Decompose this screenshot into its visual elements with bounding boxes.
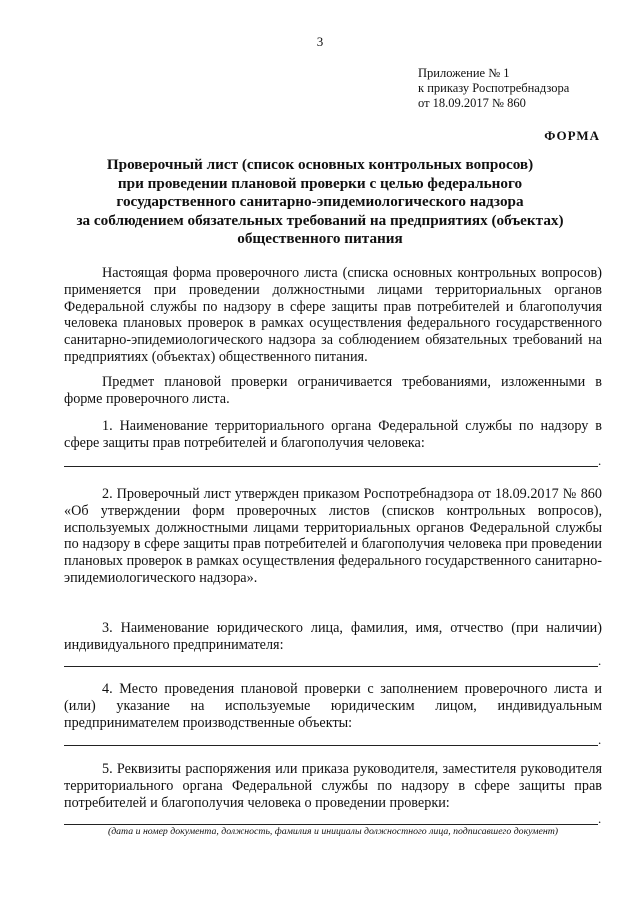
item-5 bbox=[64, 761, 602, 811]
annex-line-1: Приложение № 1 bbox=[418, 66, 510, 80]
item-1-line-end: . bbox=[598, 453, 602, 468]
item-4-text: 4. Место проведения плановой проверки с заполнением проверочного листа и (или) указание на используемые юридическим лицом, индивидуальным предпринимателем производственные объекты: bbox=[64, 681, 602, 731]
item-3-text: 3. Наименование юридического лица, фамилия, имя, отчество (при наличии) индивидуального предпринимателя: bbox=[64, 620, 602, 653]
item-2-text: 2. Проверочный лист утвержден приказом Роспотребнадзора от 18.09.2017 № 860 «Об утверждении форм проверочных листов (списков контрольных вопросов), используемых должностными лицами территориальных органов Федеральной службы по надзору в сфере защиты прав потребителей и благополучия человека при проведении плановых проверок в рамках осуществления федерального государственного санитарно-эпидемиологического надзора». bbox=[64, 486, 602, 586]
annex-line-3: от 18.09.2017 № 860 bbox=[418, 96, 526, 110]
page-number: 3 bbox=[316, 34, 324, 49]
item-4-fill-line[interactable] bbox=[64, 745, 598, 746]
item-3-fill-line[interactable] bbox=[64, 666, 598, 667]
subject-paragraph bbox=[64, 374, 602, 408]
title-line-4: за соблюдением обязательных требований на предприятиях (объектах) bbox=[76, 211, 564, 229]
item-3 bbox=[64, 620, 602, 654]
item-4-line-end: . bbox=[598, 732, 602, 747]
title-line-2: при проведении плановой проверки с целью федерального bbox=[117, 174, 523, 192]
title-line-1: Проверочный лист (список основных контрольных вопросов) bbox=[106, 156, 534, 173]
form-label: ФОРМА bbox=[544, 128, 600, 143]
item-2 bbox=[64, 486, 602, 587]
item-1-fill-line[interactable] bbox=[64, 466, 598, 467]
subject-text: Предмет плановой проверки ограничивается требованиями, изложенными в форме проверочного листа. bbox=[64, 374, 602, 407]
item-1 bbox=[64, 418, 602, 452]
item-3-line-end: . bbox=[598, 653, 602, 668]
item-5-fill-line[interactable] bbox=[64, 824, 598, 825]
annex-line-2: к приказу Роспотребнадзора bbox=[418, 81, 570, 95]
item-5-text: 5. Реквизиты распоряжения или приказа руководителя, заместителя руководителя территориального органа Федеральной службы по надзору в сфере защиты прав потребителей и благополучия человека о проведении проверки: bbox=[64, 761, 602, 811]
item-1-text: 1. Наименование территориального органа Федеральной службы по надзору в сфере защиты прав потребителей и благополучия человека: bbox=[64, 418, 602, 451]
signature-caption: (дата и номер документа, должность, фамилия и инициалы должностного лица, подписавшего документ) bbox=[107, 826, 559, 837]
title-line-5: общественного питания bbox=[237, 230, 403, 247]
document-title bbox=[40, 156, 600, 249]
intro-paragraph bbox=[64, 265, 602, 366]
intro-text: Настоящая форма проверочного листа (списка основных контрольных вопросов) применяется при проведении должностными лицами территориальных органов Федеральной службы по надзору в сфере защиты прав потребителей и благополучия человека плановых проверок в рамках осуществления федерального государственного санитарно-эпидемиологического надзора за соблюдением обязательных требований на предприятиях (объектах) общественного питания. bbox=[64, 265, 602, 365]
annex-block bbox=[418, 66, 569, 111]
item-5-line-end: . bbox=[598, 811, 602, 826]
item-4 bbox=[64, 681, 602, 731]
title-line-3: государственного санитарно-эпидемиологического надзора bbox=[116, 193, 524, 210]
